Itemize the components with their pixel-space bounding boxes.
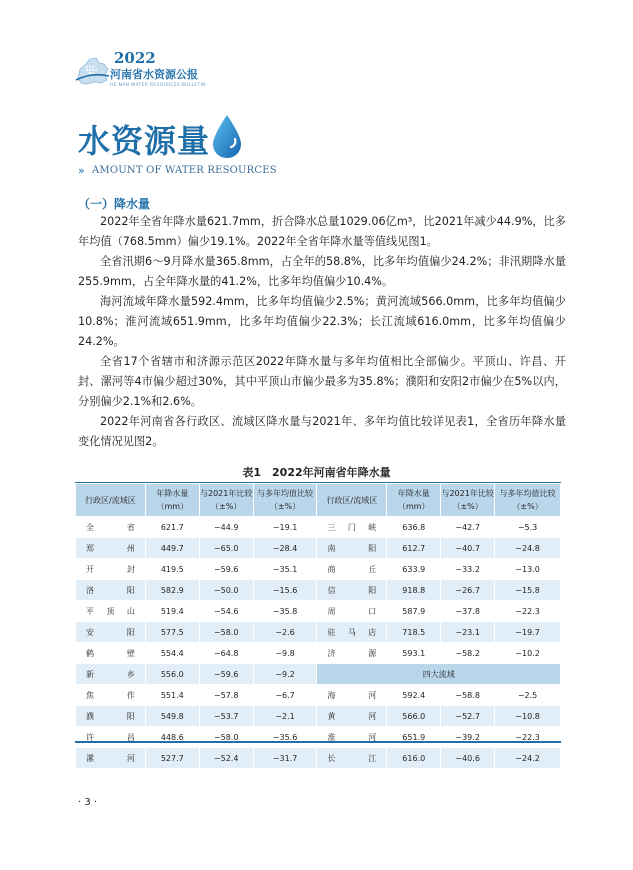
region-name: 三门峡 [317,517,387,538]
bulletin-header [74,50,234,94]
cell-precip: 582.9 [145,580,199,601]
region-name: 漯河 [76,748,146,769]
paragraph: 全省汛期6～9月降水量365.8mm，占全年的58.8%，比多年均值偏少24.2%；非汛期降水量255.9mm，占全年降水量的41.2%，比多年均值偏少10.4%。 [78,255,566,288]
cell-vs2021: −39.2 [441,727,495,748]
cell-vs2021: −23.1 [441,622,495,643]
cell-vsavg: −2.5 [495,685,561,706]
region-name: 南阳 [317,538,387,559]
cell-vsavg: −13.0 [495,559,561,580]
cell-precip: 593.1 [387,643,441,664]
region-name: 开封 [76,559,146,580]
basin-name: 长江 [317,748,387,769]
cell-precip: 556.0 [145,664,199,685]
table-row [76,601,561,622]
cell-precip: 918.8 [387,580,441,601]
cell-vs2021: −58.0 [199,727,253,748]
table-row [76,685,561,706]
cell-vs2021: −33.2 [441,559,495,580]
cell-vs2021: −59.6 [199,664,253,685]
header-year: 2022 [114,49,156,67]
table-row [76,538,561,559]
cell-precip: 616.0 [387,748,441,769]
header-subtitle: HE NAN WATER RESOURCES BULLETIN [110,83,206,88]
cell-vs2021: −50.0 [199,580,253,601]
table-bottom-rule [75,741,561,743]
cell-vs2021: −52.4 [199,748,253,769]
cell-precip: 718.5 [387,622,441,643]
cell-vs2021: −59.6 [199,559,253,580]
cell-precip: 592.4 [387,685,441,706]
cell-vsavg: −19.1 [253,517,317,538]
cell-vs2021: −40.6 [441,748,495,769]
region-name: 濮阳 [76,706,146,727]
cell-precip: 448.6 [145,727,199,748]
cell-precip: 549.8 [145,706,199,727]
section-title: 水资源量 [78,122,211,160]
precipitation-table [75,483,561,769]
header-vsavg: 与多年均值比较 （±%） [253,484,317,517]
table-row [76,664,561,685]
cell-precip: 651.9 [387,727,441,748]
region-name: 周口 [317,601,387,622]
section-subtitle: AMOUNT OF WATER RESOURCES [92,165,277,176]
cell-vsavg: −9.2 [253,664,317,685]
water-drop-icon [209,113,245,161]
region-name: 信阳 [317,580,387,601]
cell-vs2021: −65.0 [199,538,253,559]
cell-vsavg: −28.4 [253,538,317,559]
header-precip: 年降水量 （mm） [387,484,441,517]
cell-vs2021: −54.6 [199,601,253,622]
paragraph: 海河流域年降水量592.4mm，比多年均值偏少2.5%；黄河流域566.0mm，比多年均值偏少10.8%；淮河流域651.9mm，比多年均值偏少22.3%；长江流域616.0mm，比多年均值偏少24.2%。 [78,295,566,348]
cell-vsavg: −15.8 [495,580,561,601]
cell-vs2021: −37.8 [441,601,495,622]
region-name: 济源 [317,643,387,664]
cell-precip: 612.7 [387,538,441,559]
cell-vs2021: −58.8 [441,685,495,706]
region-name: 新乡 [76,664,146,685]
cell-precip: 577.5 [145,622,199,643]
table-header-row [76,484,561,517]
header-vs2021: 与2021年比较 （±%） [199,484,253,517]
paragraph: 2022年河南省各行政区、流域区降水量与2021年、多年均值比较详见表1，全省历年降水量变化情况见图2。 [78,415,566,448]
page-number: · 3 · [78,797,98,808]
header-region: 行政区/流域区 [76,484,146,517]
cell-vs2021: −53.7 [199,706,253,727]
cell-precip: 419.5 [145,559,199,580]
cell-precip: 566.0 [387,706,441,727]
paragraph: 全省17个省辖市和济源示范区2022年降水量与多年均值相比全部偏少。平顶山、许昌、开封、漯河等4市偏少超过30%，其中平顶山市偏少最多为35.8%；濮阳和安阳2市偏少在5%以内，分别偏少2.1%和2.6%。 [78,355,566,408]
cell-vsavg: −19.7 [495,622,561,643]
table-row [76,517,561,538]
cell-vsavg: −2.1 [253,706,317,727]
cell-precip: 554.4 [145,643,199,664]
cell-vs2021: −58.0 [199,622,253,643]
body-text [78,212,566,452]
region-name: 全省 [76,517,146,538]
cell-vsavg: −24.8 [495,538,561,559]
basin-name: 海河 [317,685,387,706]
region-name: 洛阳 [76,580,146,601]
cell-precip: 527.7 [145,748,199,769]
cell-vsavg: −2.6 [253,622,317,643]
cell-vsavg: −9.8 [253,643,317,664]
cell-precip: 449.7 [145,538,199,559]
cell-vs2021: −52.7 [441,706,495,727]
cell-vs2021: −64.8 [199,643,253,664]
cell-vsavg: −35.1 [253,559,317,580]
table-row [76,559,561,580]
header-region: 行政区/流域区 [317,484,387,517]
cell-vsavg: −22.3 [495,601,561,622]
cell-precip: 633.9 [387,559,441,580]
cell-vsavg: −35.8 [253,601,317,622]
cell-vs2021: −26.7 [441,580,495,601]
cell-vs2021: −57.8 [199,685,253,706]
table-row [76,748,561,769]
region-name: 鹤壁 [76,643,146,664]
table-row [76,643,561,664]
cell-vsavg: −35.6 [253,727,317,748]
table-row [76,727,561,748]
cell-vsavg: −10.8 [495,706,561,727]
region-name: 平顶山 [76,601,146,622]
cell-precip: 636.8 [387,517,441,538]
cell-vsavg: −5.3 [495,517,561,538]
cell-vs2021: −44.9 [199,517,253,538]
cell-vsavg: −15.6 [253,580,317,601]
subsection-heading: （一）降水量 [78,197,151,211]
table-row [76,706,561,727]
cell-vsavg: −10.2 [495,643,561,664]
cell-precip: 551.4 [145,685,199,706]
region-name: 郑州 [76,538,146,559]
double-chevron-icon: » [78,164,85,177]
basin-name: 黄河 [317,706,387,727]
table-caption: 表1 2022年河南省年降水量 [242,466,391,479]
region-name: 驻马店 [317,622,387,643]
cell-vsavg: −31.7 [253,748,317,769]
basin-section-label: 四大流域 [317,664,561,685]
cell-vs2021: −40.7 [441,538,495,559]
henan-map-icon [74,56,110,86]
header-precip: 年降水量 （mm） [145,484,199,517]
basin-name: 淮河 [317,727,387,748]
header-title: 河南省水资源公报 [110,68,198,81]
region-name: 焦作 [76,685,146,706]
cell-vsavg: −6.7 [253,685,317,706]
cell-precip: 621.7 [145,517,199,538]
table-row [76,622,561,643]
cell-precip: 587.9 [387,601,441,622]
table-row [76,580,561,601]
header-vs2021: 与2021年比较 （±%） [441,484,495,517]
region-name: 商丘 [317,559,387,580]
cell-vsavg: −24.2 [495,748,561,769]
cell-vsavg: −22.3 [495,727,561,748]
cell-vs2021: −42.7 [441,517,495,538]
header-vsavg: 与多年均值比较 （±%） [495,484,561,517]
cell-vs2021: −58.2 [441,643,495,664]
paragraph: 2022年全省年降水量621.7mm，折合降水总量1029.06亿m³，比2021年减少44.9%，比多年均值（768.5mm）偏少19.1%。2022年全省年降水量等值线见图1。 [78,215,566,248]
cell-precip: 519.4 [145,601,199,622]
region-name: 安阳 [76,622,146,643]
region-name: 许昌 [76,727,146,748]
